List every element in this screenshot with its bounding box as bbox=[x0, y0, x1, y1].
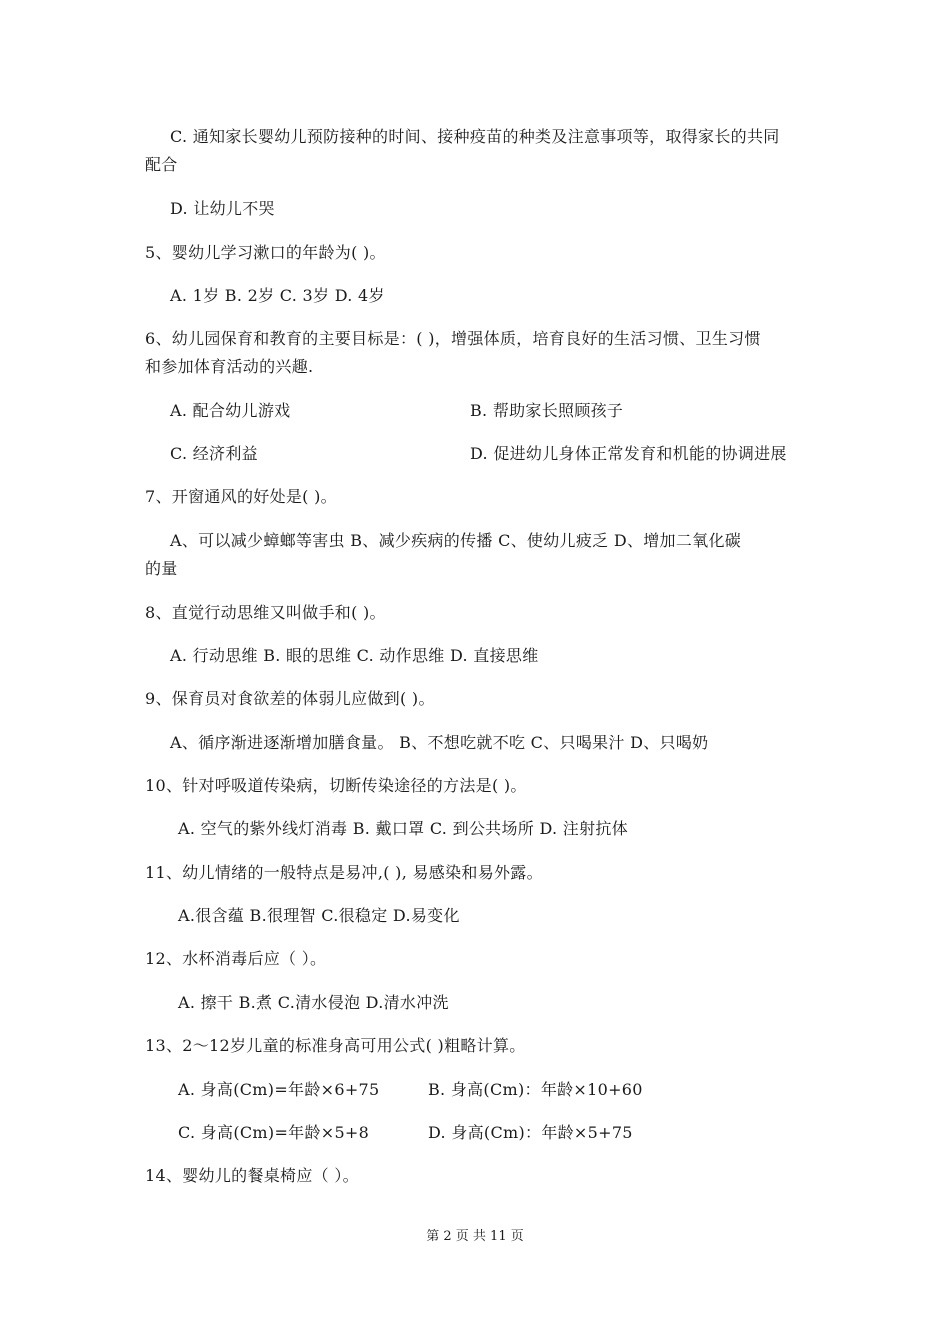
q9-options: A、循序渐进逐渐增加膳食量。 B、不想吃就不吃 C、只喝果汁 D、只喝奶 bbox=[170, 733, 709, 752]
q9-stem: 9、保育员对食欲差的体弱儿应做到( )。 bbox=[145, 689, 435, 708]
q4-option-c-line1: C. 通知家长婴幼儿预防接种的时间、接种疫苗的种类及注意事项等，取得家长的共同 bbox=[170, 127, 780, 146]
q13-stem: 13、2～12岁儿童的标准身高可用公式( )粗略计算。 bbox=[145, 1036, 526, 1055]
q13-option-d: D. 身高(Cm)：年龄×5+75 bbox=[428, 1123, 633, 1142]
q5-stem: 5、婴幼儿学习漱口的年龄为( )。 bbox=[145, 243, 386, 262]
q11-options: A.很含蕴 B.很理智 C.很稳定 D.易变化 bbox=[178, 906, 460, 925]
q4-option-d: D. 让幼儿不哭 bbox=[170, 199, 275, 218]
q8-options: A. 行动思维 B. 眼的思维 C. 动作思维 D. 直接思维 bbox=[170, 646, 539, 665]
q14-stem: 14、婴幼儿的餐桌椅应（ ）。 bbox=[145, 1166, 359, 1185]
q13-option-c: C. 身高(Cm)=年龄×5+8 bbox=[178, 1123, 370, 1142]
q10-options: A. 空气的紫外线灯消毒 B. 戴口罩 C. 到公共场所 D. 注射抗体 bbox=[178, 819, 628, 838]
q10-stem: 10、针对呼吸道传染病，切断传染途径的方法是( )。 bbox=[145, 776, 527, 795]
q7-options-line1: A、可以减少蟑螂等害虫 B、减少疾病的传播 C、使幼儿疲乏 D、增加二氧化碳 bbox=[170, 531, 742, 550]
q6-option-d: D. 促进幼儿身体正常发育和机能的协调进展 bbox=[470, 444, 787, 463]
q6-option-c: C. 经济利益 bbox=[170, 444, 258, 463]
q6-stem-line2: 和参加体育活动的兴趣. bbox=[145, 357, 314, 376]
q7-stem: 7、开窗通风的好处是( )。 bbox=[145, 487, 337, 506]
q11-stem: 11、幼儿情绪的一般特点是易冲,( ), 易感染和易外露。 bbox=[145, 863, 543, 882]
q6-option-a: A. 配合幼儿游戏 bbox=[170, 401, 291, 420]
q8-stem: 8、直觉行动思维又叫做手和( )。 bbox=[145, 603, 386, 622]
q6-stem-line1: 6、幼儿园保育和教育的主要目标是：( )，增强体质，培育良好的生活习惯、卫生习惯 bbox=[145, 329, 761, 348]
q4-option-c-line2: 配合 bbox=[145, 155, 178, 174]
q13-option-a: A. 身高(Cm)=年龄×6+75 bbox=[178, 1080, 380, 1099]
q13-option-b: B. 身高(Cm)：年龄×10+60 bbox=[428, 1080, 643, 1099]
q12-options: A. 擦干 B.煮 C.清水侵泡 D.清水冲洗 bbox=[178, 993, 449, 1012]
q7-options-line2: 的量 bbox=[145, 559, 178, 578]
q6-option-b: B. 帮助家长照顾孩子 bbox=[470, 401, 624, 420]
q5-options: A. 1岁 B. 2岁 C. 3岁 D. 4岁 bbox=[170, 286, 385, 305]
page-footer: 第 2 页 共 11 页 bbox=[426, 1229, 524, 1244]
q12-stem: 12、水杯消毒后应（ ）。 bbox=[145, 949, 327, 968]
